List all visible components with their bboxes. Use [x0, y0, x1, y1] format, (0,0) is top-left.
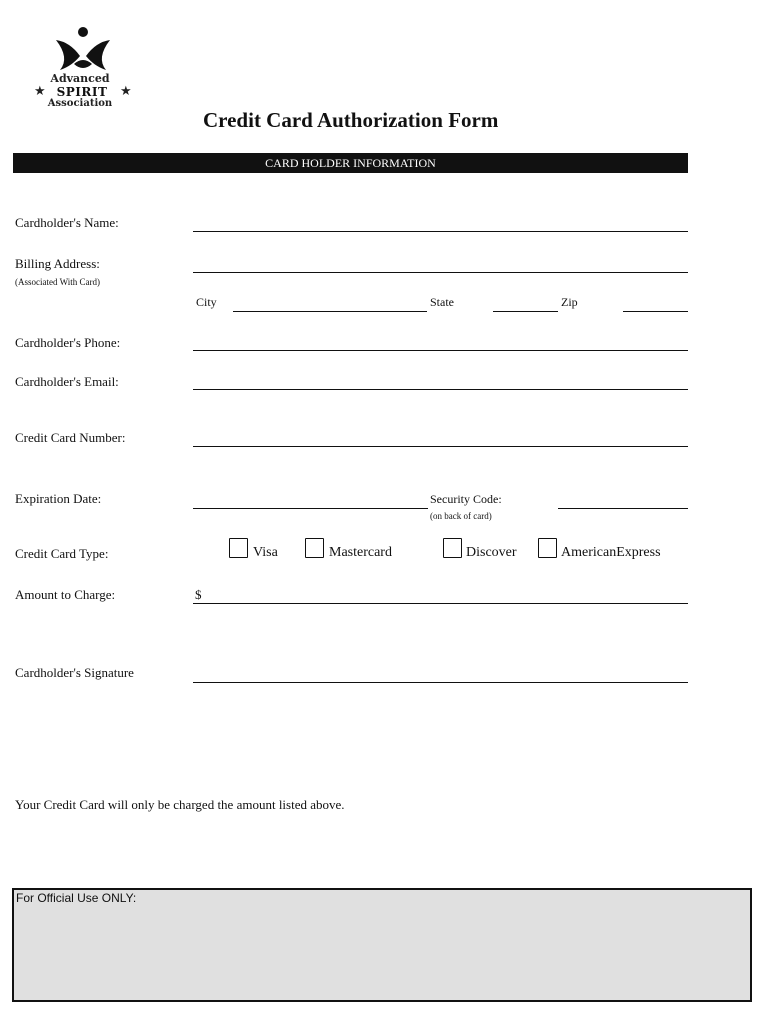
discover-label: Discover — [466, 545, 517, 560]
amount-field[interactable] — [193, 603, 688, 604]
expiration-field[interactable] — [193, 508, 428, 509]
billing-address-field[interactable] — [193, 272, 688, 273]
spirit-figure-icon — [30, 26, 142, 74]
card-number-label: Credit Card Number: — [15, 430, 126, 445]
discover-checkbox[interactable] — [443, 538, 462, 558]
mastercard-label: Mastercard — [329, 545, 392, 560]
association-logo — [30, 26, 142, 112]
security-code-label: Security Code: — [430, 492, 502, 506]
amount-label: Amount to Charge: — [15, 587, 116, 602]
email-label: Cardholder's Email: — [15, 374, 119, 389]
amex-checkbox[interactable] — [538, 538, 557, 558]
logo-word-association: Association — [47, 98, 113, 109]
logo-word-advanced: Advanced — [50, 72, 110, 85]
star-icon: ★ — [34, 83, 46, 98]
billing-address-note: (Associated With Card) — [15, 277, 100, 287]
signature-label: Cardholder's Signature — [15, 665, 134, 680]
zip-label: Zip — [561, 295, 578, 309]
amex-label: AmericanExpress — [561, 545, 661, 560]
currency-symbol: $ — [195, 587, 202, 602]
city-label: City — [196, 295, 217, 309]
phone-field[interactable] — [193, 350, 688, 351]
official-use-label: For Official Use ONLY: — [16, 891, 137, 905]
section-header: CARD HOLDER INFORMATION — [13, 153, 688, 173]
zip-field[interactable] — [623, 311, 688, 312]
security-code-field[interactable] — [558, 508, 688, 509]
official-use-box — [12, 888, 752, 1002]
form-title: Credit Card Authorization Form — [203, 108, 499, 132]
state-field[interactable] — [493, 311, 558, 312]
mastercard-checkbox[interactable] — [305, 538, 324, 558]
security-code-note: (on back of card) — [430, 511, 492, 521]
cardholder-name-label: Cardholder's Name: — [15, 215, 119, 230]
star-icon: ★ — [120, 83, 132, 98]
charge-notice: Your Credit Card will only be charged the amount listed above. — [15, 797, 345, 812]
card-number-field[interactable] — [193, 446, 688, 447]
expiration-label: Expiration Date: — [15, 491, 102, 506]
phone-label: Cardholder's Phone: — [15, 335, 121, 350]
visa-checkbox[interactable] — [229, 538, 248, 558]
state-label: State — [430, 295, 454, 309]
visa-label: Visa — [253, 545, 278, 560]
logo-word-spirit: SPIRIT — [56, 85, 108, 99]
city-field[interactable] — [233, 311, 427, 312]
email-field[interactable] — [193, 389, 688, 390]
billing-address-label: Billing Address: — [15, 256, 100, 271]
card-type-label: Credit Card Type: — [15, 546, 109, 561]
signature-field[interactable] — [193, 682, 688, 683]
cardholder-name-field[interactable] — [193, 231, 688, 232]
